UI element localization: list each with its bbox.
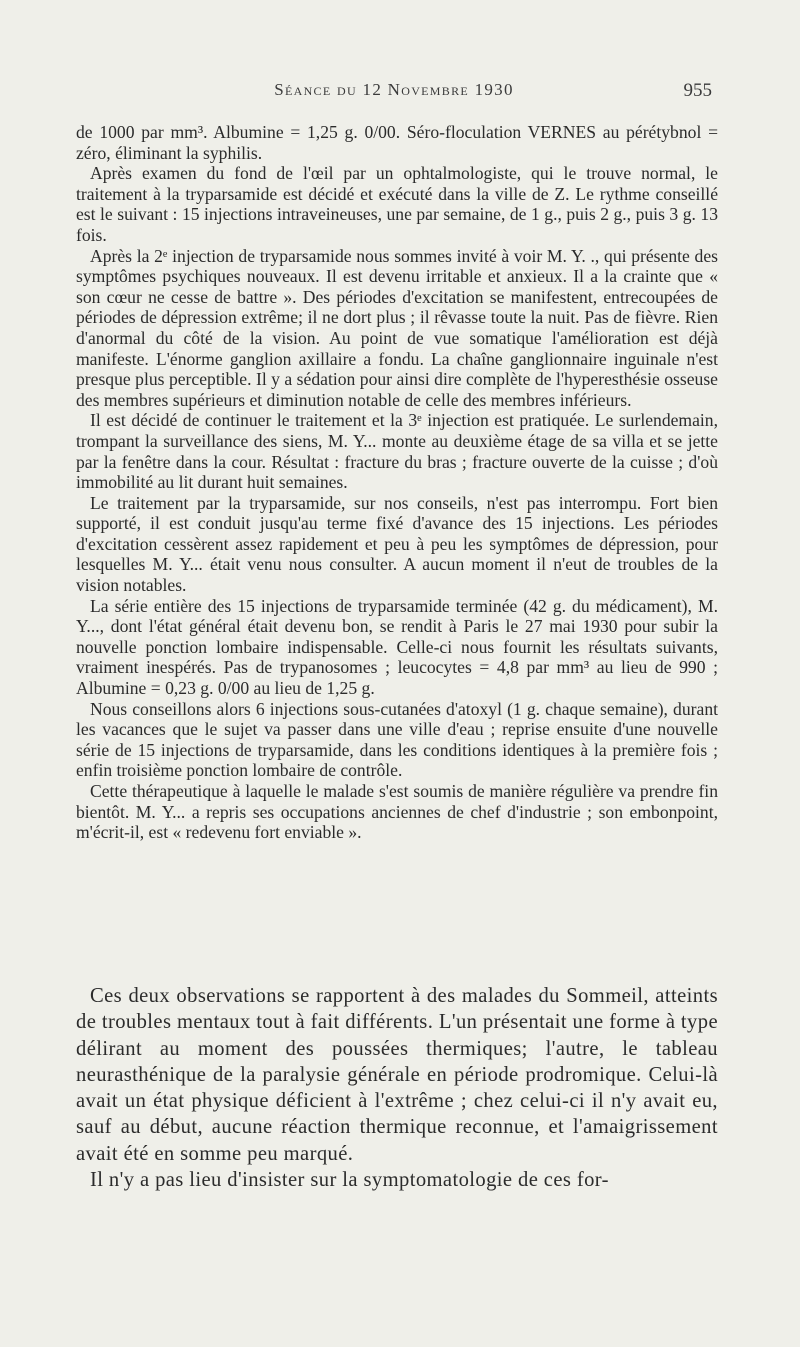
case-report-text: [76, 122, 718, 843]
paragraph: Ces deux observations se rapportent à des malades du Sommeil, atteints de troubles mentaux tout à fait différents. L'un présentait une forme à type délirant au moment des poussées thermiques; l'autre, le tableau neurasthénique de la paralysie générale en période prodromique. Celui-là avait un état physique déficient à l'extrême ; chez celui-ci il n'y avait eu, sauf au début, aucune réaction thermique reconnue, et l'amaigrissement avait été en somme peu marqué.: [76, 985, 718, 1165]
paragraph: Cette thérapeutique à laquelle le malade s'est soumis de manière régulière va prendre fin bientôt. M. Y... a repris ses occupations anciennes de chef d'industrie ; son embonpoint, m'écrit-il, est « redevenu fort enviable ».: [76, 781, 718, 843]
paragraph: Après examen du fond de l'œil par un ophtalmologiste, qui le trouve normal, le traitement à la tryparsamide est décidé et exécuté dans la ville de Z. Le rythme conseillé est le suivant : 15 injections intraveineuses, une par semaine, de 1 g., puis 2 g., puis 3 g. 13 fois.: [76, 163, 718, 245]
paragraph: de 1000 par mm³. Albumine = 1,25 g. 0/00. Séro-floculation VERNES au pérétybnol = zéro, éliminant la syphilis.: [76, 122, 718, 163]
paragraph: Le traitement par la tryparsamide, sur nos conseils, n'est pas interrompu. Fort bien supporté, il est conduit jusqu'au terme fixé d'avance des 15 injections. Les périodes d'excitation cessèrent assez rapidement et peu à peu les symptômes de dépression, pour lesquelles M. Y... était venu nous consulter. A aucun moment il n'eut de troubles de la vision notables.: [76, 492, 718, 596]
running-title: Séance du 12 Novembre 1930: [274, 80, 514, 99]
paragraph: Nous conseillons alors 6 injections sous-cutanées d'atoxyl (1 g. chaque semaine), durant les vacances que le sujet va passer dans une ville d'eau ; reprise ensuite d'une nouvelle série de 15 injections de tryparsamide, dans les conditions identiques à la première fois ; enfin troisième ponction lombaire de contrôle.: [76, 698, 718, 781]
discussion-text: [76, 983, 718, 1193]
paragraph: Il est décidé de continuer le traitement et la 3ᵉ injection est pratiquée. Le surlendemain, trompant la surveillance des siens, M. Y... monte au deuxième étage de sa villa et se jette par la fenêtre dans la cour. Résultat : fracture du bras ; fracture ouverte de la cuisse ; d'où immobilité au lit durant huit semaines.: [76, 410, 718, 493]
paragraph: La série entière des 15 injections de tryparsamide terminée (42 g. du médicament), M. Y..., dont l'état général était devenu bon, se rendit à Paris le 27 mai 1930 pour subir la nouvelle ponction lombaire indispensable. Celle-ci nous fournit les résultats suivants, vraiment inespérés. Pas de trypanosomes ; leucocytes = 4,8 par mm³ au lieu de 990 ; Albumine = 0,23 g. 0/00 au lieu de 1,25 g.: [76, 595, 718, 699]
page-number: 955: [683, 80, 712, 101]
running-head: [76, 80, 712, 110]
paragraph: Il n'y a pas lieu d'insister sur la symptomatologie de ces for-: [90, 1169, 609, 1192]
paragraph: Après la 2ᵉ injection de tryparsamide nous sommes invité à voir M. Y. ., qui présente des symptômes psychiques nouveaux. Il est devenu irritable et anxieux. Il a la crainte que « son cœur ne cesse de battre ». Des périodes d'excitation se manifestent, entrecoupées de périodes de dépression extrême; il ne dort plus ; il rêvasse toute la nuit. Pas de fièvre. Rien d'anormal du côté de la vision. Au point de vue somatique l'amélioration est déjà manifeste. L'énorme ganglion axillaire a fondu. La chaîne ganglionnaire inguinale n'est presque plus perceptible. Il y a sédation pour ainsi dire complète de l'hyperesthésie osseuse des membres supérieurs et diminution notable de celle des membres inférieurs.: [76, 245, 718, 410]
